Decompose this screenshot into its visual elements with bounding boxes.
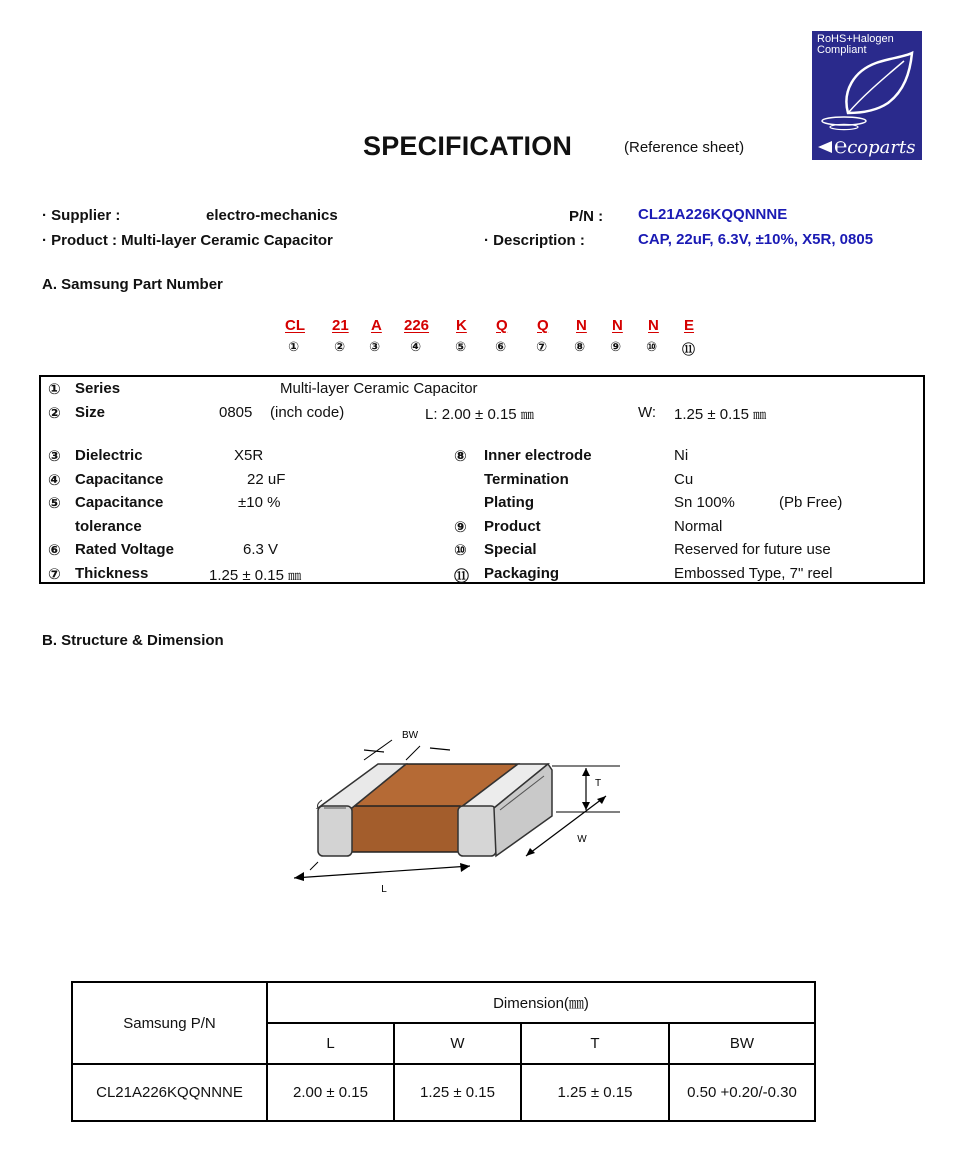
spec-value-capacitance: 22 uF: [247, 471, 286, 488]
spec-value-product: Normal: [674, 518, 723, 535]
dim-col-l: L: [267, 1023, 394, 1064]
spec-label-packaging: Packaging: [484, 565, 560, 582]
page-title: SPECIFICATION: [363, 131, 573, 161]
dim-col-bw: BW: [669, 1023, 815, 1064]
spec-label-capacitance: Capacitance: [75, 471, 164, 488]
spec-num-voltage: ⑥: [48, 542, 61, 559]
pn-index-4: ④: [410, 339, 422, 354]
pn-code-9: N: [612, 317, 623, 334]
pn-code-2: 21: [332, 317, 349, 334]
page-subtitle: (Reference sheet): [624, 139, 745, 156]
spec-num-packaging: ⑪: [454, 568, 470, 585]
description-label: · Description :: [484, 232, 585, 249]
spec-num-product: ⑨: [454, 519, 467, 536]
spec-label-termination: Termination: [484, 471, 569, 488]
pn-index-6: ⑥: [495, 339, 507, 354]
spec-size-w: 1.25 ± 0.15 ㎜: [674, 406, 767, 423]
spec-note-plating: (Pb Free): [779, 494, 843, 511]
diagram-label-t: T: [594, 778, 602, 789]
pn-code-1: CL: [285, 317, 305, 334]
spec-num-inner-electrode: ⑧: [454, 448, 467, 465]
spec-label-product: Product: [484, 518, 541, 535]
dim-col-w: W: [394, 1023, 521, 1064]
dim-header-dimension: Dimension(㎜): [267, 982, 815, 1023]
spec-value-plating: Sn 100%: [674, 494, 735, 511]
product-label: · Product : Multi-layer Ceramic Capacitor: [42, 232, 333, 249]
spec-value-tolerance: ±10 %: [238, 494, 281, 511]
spec-label-inner-electrode: Inner electrode: [484, 447, 592, 464]
pn-index-5: ⑤: [455, 339, 467, 354]
spec-value-thickness: 1.25 ± 0.15 ㎜: [209, 567, 302, 584]
spec-size-l: L: 2.00 ± 0.15 ㎜: [425, 406, 534, 423]
dim-row-bw: 0.50 +0.20/-0.30: [669, 1064, 815, 1121]
dim-row-w: 1.25 ± 0.15: [394, 1064, 521, 1121]
pn-code-4: 226: [404, 317, 430, 334]
dim-col-t: T: [521, 1023, 669, 1064]
pn-index-1: ①: [288, 339, 300, 354]
spec-value-size-code: 0805: [219, 404, 253, 421]
pn-index-8: ⑧: [574, 339, 586, 354]
spec-value-packaging: Embossed Type, 7" reel: [674, 565, 833, 582]
spec-value-termination: Cu: [674, 471, 694, 488]
pn-index-3: ③: [369, 339, 381, 354]
logo-line-1: RoHS+Halogen: [817, 33, 894, 45]
spec-value-dielectric: X5R: [234, 447, 264, 464]
description-value: CAP, 22uF, 6.3V, ±10%, X5R, 0805: [638, 231, 874, 248]
logo-line-2: Compliant: [817, 44, 867, 56]
spec-num-size: ②: [48, 405, 61, 422]
pn-index-11: ⑪: [682, 342, 696, 357]
pn-index-9: ⑨: [610, 339, 622, 354]
logo-brand: ℮coparts: [834, 134, 916, 159]
spec-size-w-label: W:: [638, 404, 657, 421]
supplier-value: electro-mechanics: [206, 207, 338, 224]
pn-code-6: Q: [496, 317, 508, 334]
pn-index-2: ②: [334, 339, 346, 354]
pn-code-5: K: [456, 317, 467, 334]
spec-label-size: Size: [75, 404, 106, 421]
pn-label: P/N :: [569, 208, 604, 225]
spec-label-thickness: Thickness: [75, 565, 149, 582]
dim-row-l: 2.00 ± 0.15: [267, 1064, 394, 1121]
dimension-table: [71, 981, 816, 1122]
capacitor-diagram: [280, 720, 640, 900]
diagram-label-bw: BW: [401, 730, 419, 741]
spec-num-tolerance: ⑤: [48, 495, 61, 512]
pn-index-7: ⑦: [536, 339, 548, 354]
spec-label-special: Special: [484, 541, 537, 558]
spec-value-inner-electrode: Ni: [674, 447, 689, 464]
pn-value: CL21A226KQQNNNE: [638, 206, 788, 223]
dim-row-pn: CL21A226KQQNNNE: [72, 1064, 267, 1121]
dim-header-pn: Samsung P/N: [72, 982, 267, 1064]
spec-num-special: ⑩: [454, 542, 467, 559]
pn-code-3: A: [371, 317, 382, 334]
diagram-label-l: L: [381, 884, 387, 895]
spec-label-tolerance-2: tolerance: [75, 518, 142, 535]
dim-row-t: 1.25 ± 0.15: [521, 1064, 669, 1121]
pn-index-10: ⑩: [646, 339, 658, 354]
diagram-label-w: W: [577, 834, 587, 845]
spec-num-capacitance: ④: [48, 472, 61, 489]
spec-label-dielectric: Dielectric: [75, 447, 143, 464]
spec-label-series: Series: [75, 380, 121, 397]
pn-code-7: Q: [537, 317, 549, 334]
pn-code-8: N: [576, 317, 587, 334]
section-b-title: B. Structure & Dimension: [42, 632, 224, 649]
spec-value-size-note: (inch code): [270, 404, 345, 421]
pn-code-10: N: [648, 317, 659, 334]
spec-num-dielectric: ③: [48, 448, 61, 465]
spec-value-series: Multi-layer Ceramic Capacitor: [280, 380, 478, 397]
rohs-ecoparts-logo: [812, 31, 922, 160]
spec-value-voltage: 6.3 V: [243, 541, 279, 558]
spec-value-special: Reserved for future use: [674, 541, 831, 558]
spec-num-thickness: ⑦: [48, 566, 61, 583]
section-a-title: A. Samsung Part Number: [42, 276, 223, 293]
spec-label-voltage: Rated Voltage: [75, 541, 174, 558]
spec-num-series: ①: [48, 381, 61, 398]
supplier-label: · Supplier :: [42, 207, 121, 224]
pn-code-11: E: [684, 317, 695, 334]
spec-label-plating: Plating: [484, 494, 535, 511]
spec-label-tolerance: Capacitance: [75, 494, 164, 511]
